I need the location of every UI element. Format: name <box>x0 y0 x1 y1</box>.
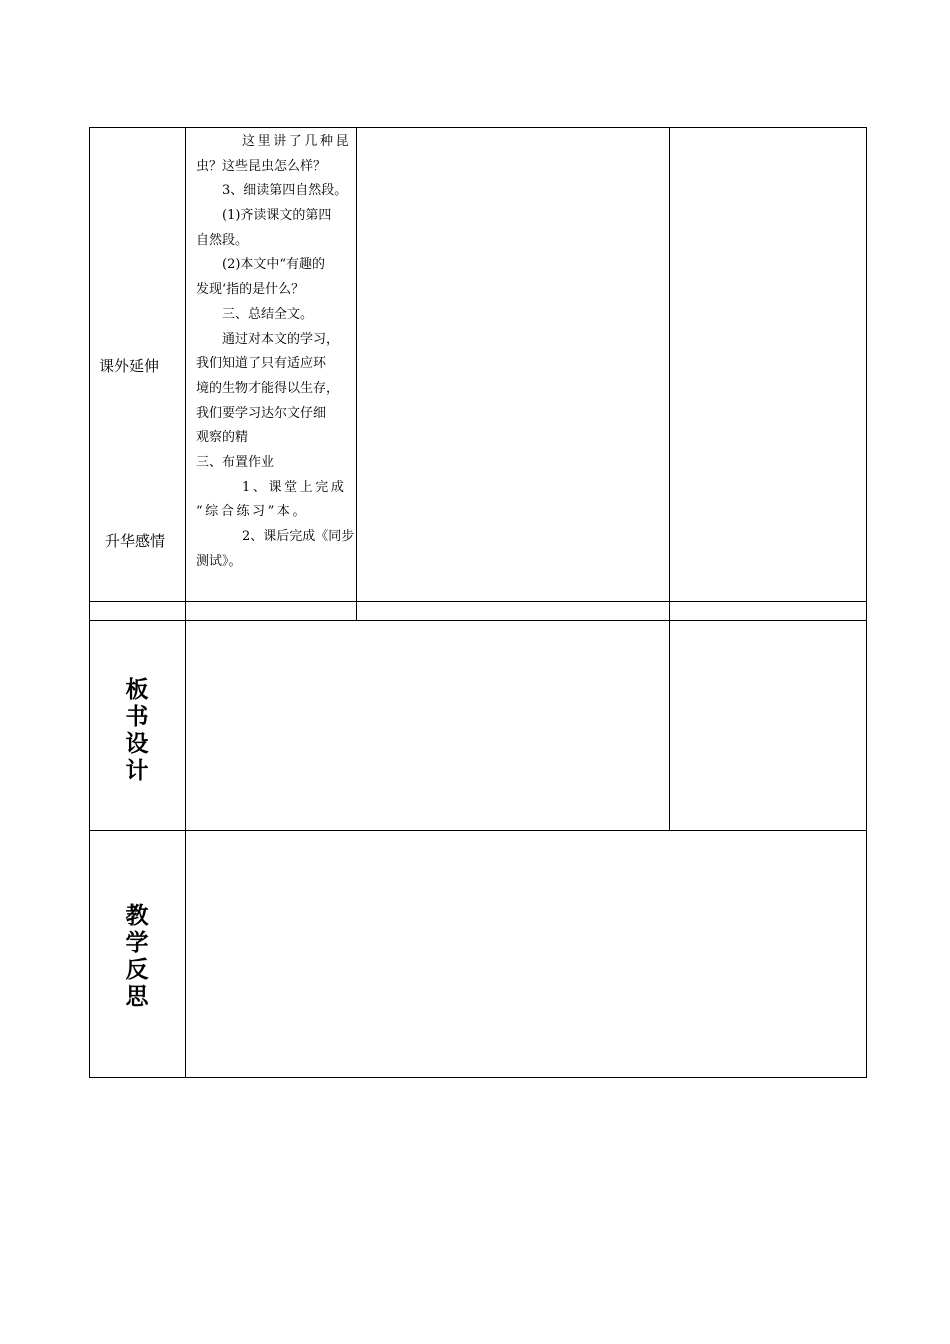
label-char: 学 <box>125 930 149 956</box>
content-line: 境的生物才能得以生存， <box>196 380 340 396</box>
content-line: 观察的精 <box>196 430 249 446</box>
label-char: 设 <box>125 731 149 757</box>
content-line: “综合练习”本。 <box>196 504 309 520</box>
content-line: 测试》。 <box>196 553 242 569</box>
row-divider <box>89 620 867 621</box>
content-line: 自然段。 <box>196 232 249 248</box>
label-char: 计 <box>125 758 149 784</box>
content-line: 2、课后完成《同步 <box>242 529 355 544</box>
lesson-content <box>196 130 355 574</box>
table-border-bottom <box>89 1077 867 1078</box>
content-line: (1)齐读课文的第四 <box>222 208 332 224</box>
content-line: 1、课堂上完成 <box>242 479 347 495</box>
label-char: 书 <box>125 704 149 730</box>
table-border-top <box>89 127 867 128</box>
content-line: 我们要学习达尔文仔细 <box>196 405 327 421</box>
column-divider <box>185 127 186 1078</box>
content-line: 三、总结全文。 <box>222 306 314 322</box>
table-border-left <box>89 127 90 1078</box>
table-border-right <box>866 127 867 1078</box>
column-divider <box>669 127 670 831</box>
content-line: 通过对本文的学习， <box>222 331 340 347</box>
board-design-label <box>122 677 152 785</box>
content-line: 这里讲了几种昆 <box>242 134 352 149</box>
content-line: 三、布置作业 <box>196 454 275 470</box>
label-char: 反 <box>125 957 149 983</box>
section-label-emotion: 升华感情 <box>105 532 166 550</box>
content-line: 虫？这些昆虫怎么样？ <box>196 158 327 174</box>
content-line: 3、细读第四自然段。 <box>222 183 348 199</box>
section-label-extension: 课外延伸 <box>99 357 160 375</box>
label-char: 板 <box>125 677 149 703</box>
label-char: 思 <box>125 984 149 1010</box>
teaching-reflection-label <box>122 903 152 1011</box>
row-divider <box>89 830 867 831</box>
content-line: 发现‘指的是什么？ <box>196 282 305 298</box>
column-divider <box>356 127 357 621</box>
row-divider <box>89 601 867 602</box>
label-char: 教 <box>125 903 149 929</box>
content-line: (2)本文中“有趣的 <box>222 257 326 273</box>
content-line: 我们知道了只有适应环 <box>196 356 327 372</box>
